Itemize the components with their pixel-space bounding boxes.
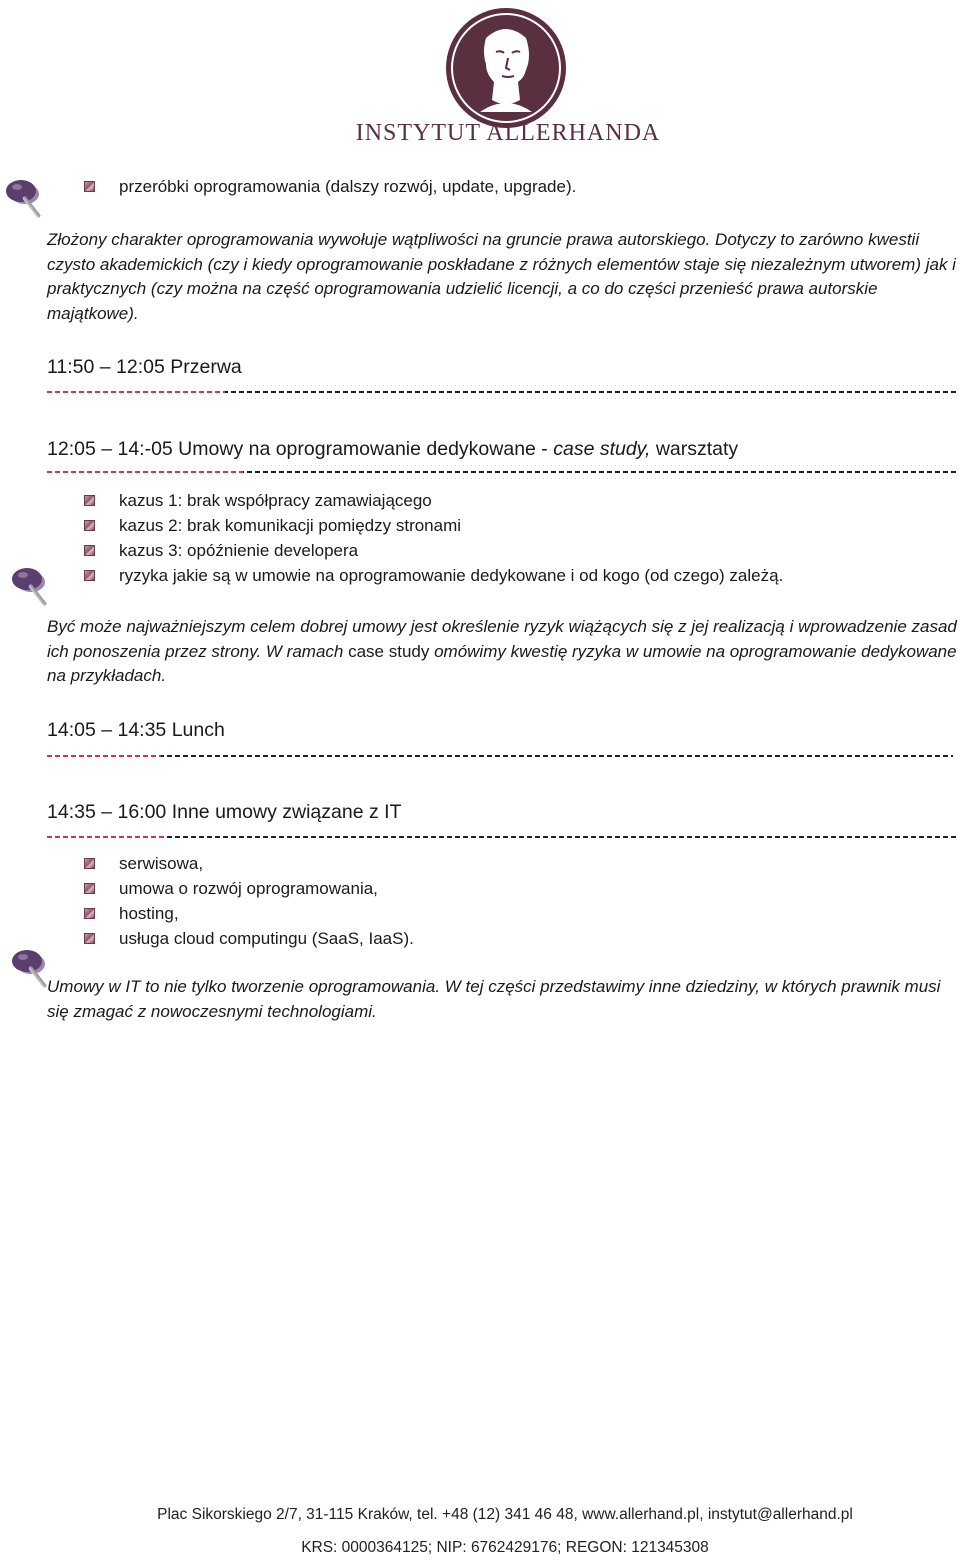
session-heading-case-study: 12:05 – 14:-05 Umowy na oprogramowanie dedykowane - case study, warsztaty	[47, 438, 739, 460]
bullet-square-icon	[84, 181, 95, 192]
bullet-square-icon	[84, 933, 95, 944]
logo-wordmark: INSTYTUT ALLERHANDA	[355, 120, 661, 146]
divider	[47, 755, 953, 757]
bullet-square-icon	[84, 570, 95, 581]
session-heading-it: 14:35 – 16:00 Inne umowy związane z IT	[47, 801, 402, 823]
divider	[47, 836, 959, 838]
paragraph-it: Umowy w IT to nie tylko tworzenie oprogramowania. W tej części przedstawimy inne dziedziny, w których prawnik musi się zmagać z nowoczesnymi technologiami.	[47, 977, 941, 1021]
pushpin-icon	[8, 566, 56, 614]
bullet-square-icon	[84, 883, 95, 894]
bullet-square-icon	[84, 858, 95, 869]
footer-registry: KRS: 0000364125; NIP: 6762429176; REGON: 121345308	[301, 1539, 709, 1556]
pushpin-icon	[2, 178, 50, 226]
paragraph-copyright: Złożony charakter oprogramowania wywołuje wątpliwości na gruncie prawa autorskiego. Dotyczy to zarówno kwestii czysto akademickich (czy i kiedy oprogramowanie poskładane z różnych elementów staje się niezależnym utworem) jak i praktycznych (czy można na część oprogramowania udzielić licencji, a co do części przenieść prawa autorskie majątkowe).	[47, 230, 956, 323]
header-logo	[352, 8, 664, 148]
footer-contact: Plac Sikorskiego 2/7, 31-115 Kraków, tel. +48 (12) 341 46 48, www.allerhand.pl, instytut@allerhand.pl	[157, 1506, 853, 1523]
bullet-square-icon	[84, 520, 95, 531]
divider	[47, 391, 959, 393]
bullet-square-icon	[84, 908, 95, 919]
bullet-square-icon	[84, 545, 95, 556]
portrait-logo-icon	[446, 8, 566, 128]
bullet-square-icon	[84, 495, 95, 506]
paragraph-risk: Być może najważniejszym celem dobrej umowy jest określenie ryzyk wiążących się z jej realizacją i wprowadzenie zasad ich ponoszenia przez strony. W ramach case study omówimy kwestię ryzyka w umowie na oprogramowanie dedykowane na przykładach.	[47, 617, 957, 685]
session-heading-break: 11:50 – 12:05 Przerwa	[47, 356, 242, 378]
session-heading-lunch: 14:05 – 14:35 Lunch	[47, 719, 225, 741]
divider	[47, 471, 959, 473]
